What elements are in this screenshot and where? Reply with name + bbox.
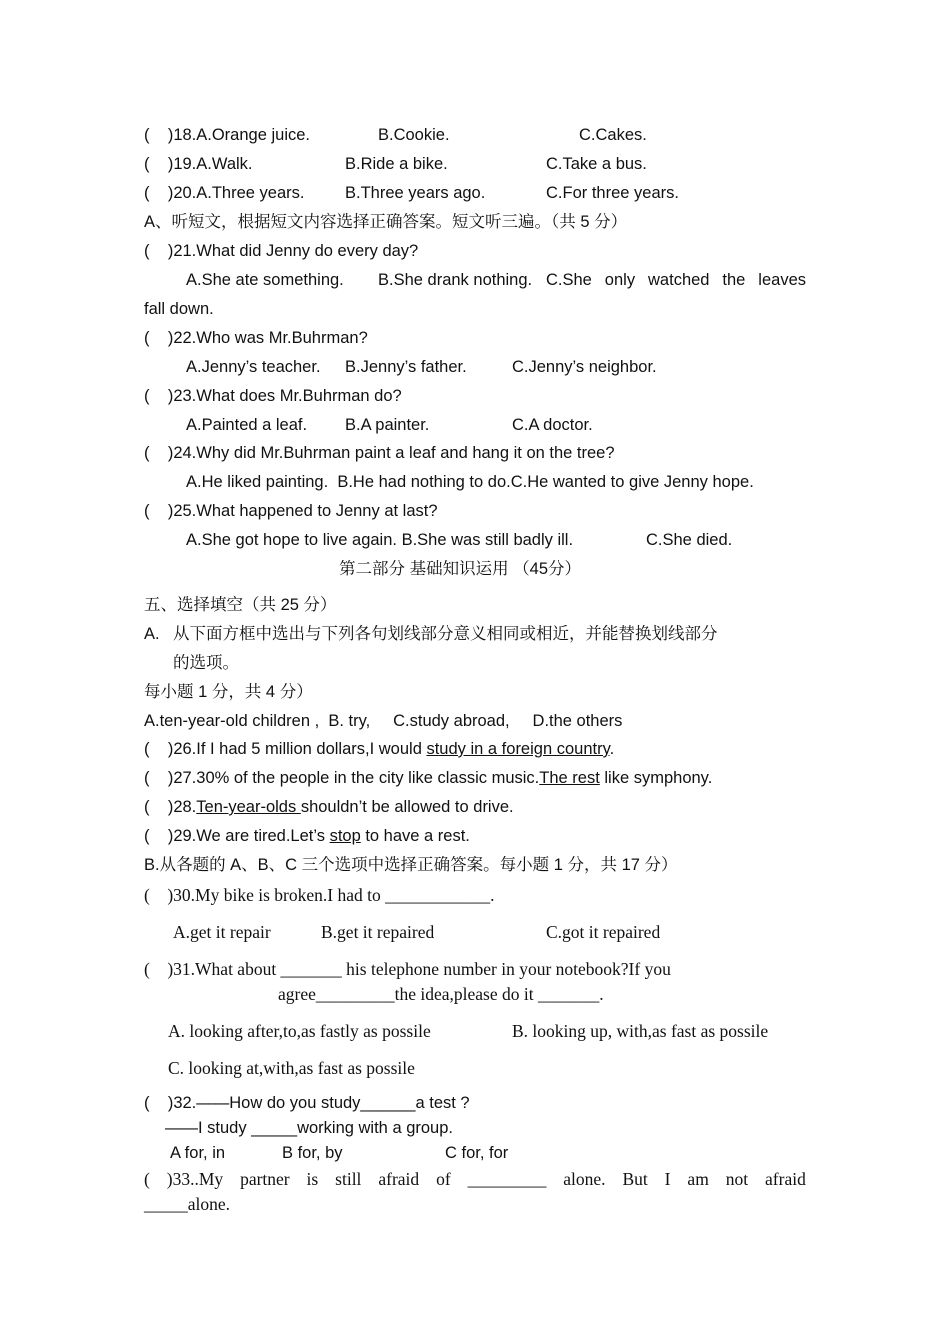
q21-option-b: B.She drank nothing. (378, 271, 533, 289)
q20-stem: ( )20.A.Three years. (144, 184, 305, 202)
q21-option-c (546, 270, 806, 290)
q22-option-c: C.Jenny’s neighbor. (512, 358, 657, 376)
q33-word: am (687, 1169, 709, 1189)
q26-underlined: study in a foreign country (426, 740, 610, 758)
q31-stem: ( )31.What about _______ his telephone number in your notebook?If you (144, 959, 671, 979)
q29 (144, 826, 470, 846)
q24-stem: ( )24.Why did Mr.Buhrman paint a leaf and hang it on the tree? (144, 444, 615, 462)
section-five-a-label: A. (144, 625, 160, 643)
q23-stem: ( )23.What does Mr.Buhrman do? (144, 387, 402, 405)
q19-option-c: C.Take a bus. (546, 155, 647, 173)
q21-c-word: C.She (546, 271, 592, 289)
q31-option-c: C. looking at,with,as fast as possile (168, 1058, 415, 1078)
q32-reply: ——I study _____working with a group. (165, 1119, 453, 1137)
q33-word: But (622, 1169, 648, 1189)
q20-option-b: B.Three years ago. (345, 184, 486, 202)
option-bank: A.ten-year-old children , B. try, C.study abroad, D.the others (144, 712, 623, 730)
q25-stem: ( )25.What happened to Jenny at last? (144, 502, 438, 520)
q30-option-b: B.get it repaired (321, 922, 435, 942)
q21-c-word: leaves (758, 271, 806, 289)
q26 (144, 739, 614, 759)
q28 (144, 797, 514, 817)
q26-end: . (609, 740, 615, 758)
section-a-heading: A、听短文，根据短文内容选择正确答案。短文听三遍。（共 5 分） (144, 213, 628, 231)
q21-c-word: the (722, 271, 746, 289)
q31-option-b: B. looking up, with,as fast as possile (512, 1021, 769, 1041)
section-b-heading: B.从各题的 A、B、C 三个选项中选择正确答案。每小题 1 分，共 17 分） (144, 856, 678, 874)
q33-word: of (436, 1169, 451, 1189)
q32-option-a: A for, in (170, 1144, 226, 1162)
q28-underlined: Ten-year-olds (196, 798, 301, 816)
q33-word: ( (144, 1169, 150, 1189)
q30-stem: ( )30.My bike is broken.I had to ____________. (144, 885, 495, 905)
q26-text: ( )26.If I had 5 million dollars,I would (144, 740, 427, 758)
q33-word: partner (240, 1169, 290, 1189)
q33-word: )33..My (166, 1169, 224, 1189)
q31-option-a: A. looking after,to,as fastly as possile (168, 1021, 431, 1041)
q21-option-c-continued: fall down. (144, 300, 214, 318)
q23-option-a: A.Painted a leaf. (186, 416, 308, 434)
q33-word: I (664, 1169, 671, 1189)
q27-end: like symphony. (599, 769, 713, 787)
section-five-a-instruction-cont: 的选项。 (173, 654, 239, 672)
q33-word: is (306, 1169, 319, 1189)
q18-option-c: C.Cakes. (579, 126, 647, 144)
q33-word: afraid (765, 1169, 806, 1189)
part-two-title: 第二部分 基础知识运用 （45分） (339, 560, 582, 578)
q23-option-c: C.A doctor. (512, 416, 593, 434)
q20-option-c: C.For three years. (546, 184, 679, 202)
q27-text: ( )27.30% of the people in the city like classic music. (144, 769, 540, 787)
q31-stem-cont: agree_________the idea,please do it _______. (278, 984, 604, 1004)
q33-word: _________ (467, 1169, 547, 1189)
q22-option-b: B.Jenny’s father. (345, 358, 467, 376)
q22-stem: ( )22.Who was Mr.Buhrman? (144, 329, 368, 347)
q21-option-a: A.She ate something. (186, 271, 344, 289)
q28-text: ( )28. (144, 798, 197, 816)
q28-end: shouldn’t be allowed to drive. (300, 798, 514, 816)
q33-stem-cont: _____alone. (144, 1194, 231, 1214)
q30-option-a: A.get it repair (173, 922, 271, 942)
q33-stem (144, 1169, 806, 1189)
q21-c-word: only (604, 271, 636, 289)
section-five-heading: 五、选择填空（共 25 分） (144, 596, 337, 614)
q25-option-c: C.She died. (646, 531, 733, 549)
q27 (144, 768, 712, 788)
q19-option-b: B.Ride a bike. (345, 155, 448, 173)
section-five-a-instruction: 从下面方框中选出与下列各句划线部分意义相同或相近，并能替换划线部分 (173, 625, 718, 643)
q24-options: A.He liked painting. B.He had nothing to do.C.He wanted to give Jenny hope. (186, 473, 754, 491)
q29-end: to have a rest. (360, 827, 470, 845)
q32-stem: ( )32.——How do you study______a test ? (144, 1094, 470, 1112)
score-note: 每小题 1 分，共 4 分） (144, 683, 313, 701)
q33-word: not (725, 1169, 749, 1189)
q18-option-b: B.Cookie. (378, 126, 450, 144)
q32-option-c: C for, for (445, 1144, 509, 1162)
q33-word: alone. (563, 1169, 606, 1189)
q21-stem: ( )21.What did Jenny do every day? (144, 242, 419, 260)
q22-option-a: A.Jenny’s teacher. (186, 358, 321, 376)
q32-option-b: B for, by (282, 1144, 343, 1162)
q27-underlined: The rest (539, 769, 600, 787)
q33-word: afraid (378, 1169, 420, 1189)
q33-word: still (335, 1169, 362, 1189)
q30-option-c: C.got it repaired (546, 922, 661, 942)
q18-stem: ( )18.A.Orange juice. (144, 126, 310, 144)
q29-text: ( )29.We are tired.Let’s (144, 827, 330, 845)
q21-c-word: watched (648, 271, 710, 289)
q25-options-ab: A.She got hope to live again. B.She was still badly ill. (186, 531, 574, 549)
q23-option-b: B.A painter. (345, 416, 430, 434)
q19-stem: ( )19.A.Walk. (144, 155, 253, 173)
q29-underlined: stop (329, 827, 361, 845)
